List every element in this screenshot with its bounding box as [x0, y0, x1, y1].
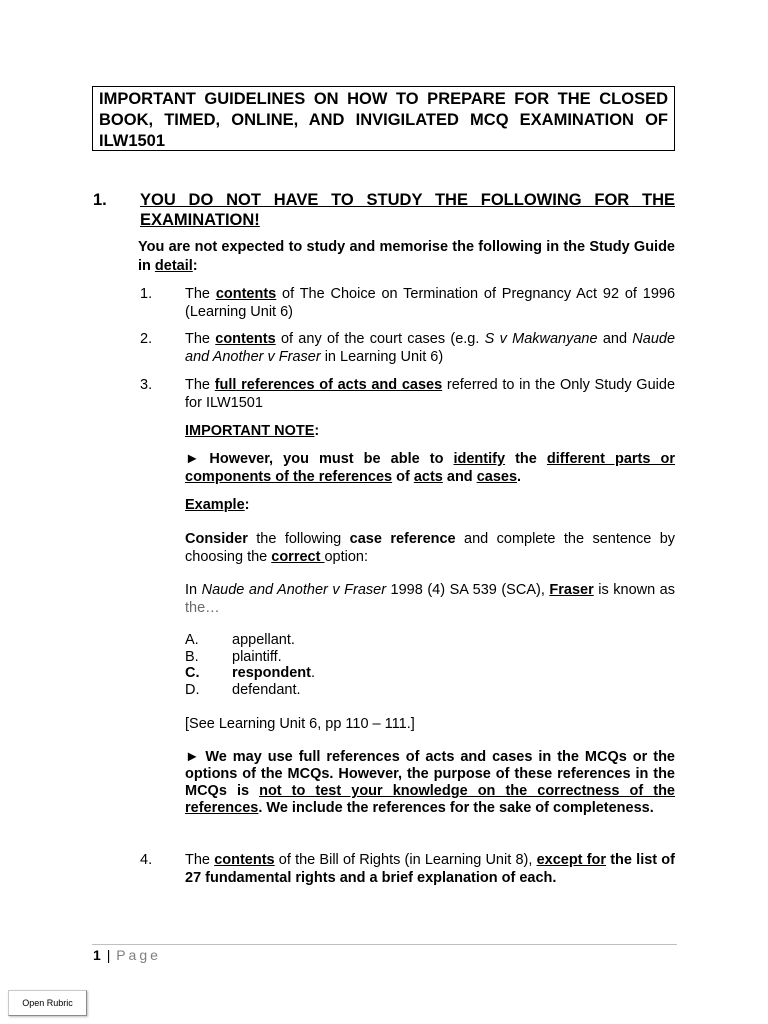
- note-text: of: [392, 469, 414, 485]
- example-label-text: Example: [185, 497, 245, 513]
- document-title: IMPORTANT GUIDELINES ON HOW TO PREPARE FOR THE CLOSED BOOK, TIMED, ONLINE, AND INVIGILATED MCQ EXAMINATION OF ILW1501: [99, 90, 668, 150]
- option-letter: A.: [185, 632, 199, 648]
- mcq-note-text: . We include the references for the sake of completeness.: [258, 800, 654, 816]
- list-item-number: 2.: [140, 331, 153, 347]
- example-colon: :: [244, 497, 250, 513]
- example-text: correct: [271, 549, 325, 565]
- open-rubric-button[interactable]: Open Rubric: [8, 990, 87, 1016]
- example-question: [185, 530, 675, 566]
- example-text: the following: [247, 531, 350, 547]
- option-text: respondent: [232, 665, 311, 681]
- case-name: S v Makwanyane: [484, 331, 598, 347]
- item-text: The: [185, 331, 216, 347]
- option-letter: C.: [185, 665, 200, 681]
- note-label-text: IMPORTANT NOTE: [185, 423, 315, 439]
- item-emphasis: contents: [215, 286, 277, 302]
- example-emphasis: Fraser: [549, 582, 594, 598]
- page-label: Page: [116, 947, 161, 963]
- option-text: appellant.: [232, 632, 295, 648]
- item-emphasis: except for: [536, 852, 607, 868]
- option-letter: D.: [185, 681, 200, 698]
- item-text: of the Bill of Rights (in Learning Unit 8),: [274, 852, 537, 868]
- intro-underlined: detail: [154, 258, 193, 274]
- list-item-number: 3.: [140, 377, 153, 393]
- note-emphasis: acts: [413, 469, 443, 485]
- example-text: In: [185, 582, 202, 598]
- section-intro: [138, 238, 675, 276]
- footer-divider: [92, 944, 677, 945]
- option-text: defendant.: [232, 681, 301, 698]
- item-text: The: [185, 377, 215, 393]
- note-emphasis: different parts or components of the references: [185, 451, 675, 485]
- document-title-box: [92, 86, 675, 151]
- mcq-note-emphasis: not to test your knowledge on the correctness of the references: [185, 783, 675, 816]
- note-emphasis: identify: [453, 451, 506, 467]
- example-text: the…: [185, 600, 220, 616]
- footer-separator: |: [106, 947, 111, 963]
- case-name: Naude and Another v Fraser: [185, 331, 676, 365]
- section-heading-text: YOU DO NOT HAVE TO STUDY THE FOLLOWING FOR THE EXAMINATION!: [140, 191, 675, 229]
- note-text: the: [505, 451, 547, 467]
- option-text: .: [310, 665, 315, 681]
- intro-text: You are not expected to study and memorise the following in the Study Guide in: [138, 239, 675, 274]
- item-emphasis: full references of acts and cases: [214, 377, 443, 393]
- item-text: referred to in the Only Study Guide for ILW1501: [185, 377, 676, 411]
- item-text: and: [597, 331, 633, 347]
- item-text: of The Choice on Termination of Pregnancy Act 92 of 1996 (Learning Unit 6): [185, 286, 676, 320]
- option-text: plaintiff.: [232, 648, 282, 665]
- note-emphasis: cases: [476, 469, 518, 485]
- item-text: The: [185, 286, 216, 302]
- page-number: 1: [93, 947, 101, 963]
- example-reference: [See Learning Unit 6, pp 110 – 111.]: [185, 716, 415, 732]
- example-sentence: [185, 581, 675, 617]
- item-emphasis: contents: [214, 852, 275, 868]
- list-item-2: [138, 330, 675, 366]
- list-item-number: 1.: [140, 286, 153, 302]
- important-note-label: [185, 422, 675, 440]
- note-text: and: [442, 469, 477, 485]
- note-text: ► However, you must be able to: [185, 451, 454, 467]
- list-item-4: [138, 851, 675, 887]
- section-number: 1.: [93, 191, 107, 209]
- note-colon: :: [314, 423, 320, 439]
- list-item-number: 4.: [140, 852, 153, 868]
- important-note-text: [185, 450, 675, 486]
- list-item-3: [138, 376, 675, 412]
- case-name: Naude and Another v Fraser: [201, 582, 387, 598]
- intro-colon: :: [192, 258, 198, 274]
- option-letter: B.: [185, 648, 199, 665]
- note-text: .: [517, 469, 522, 485]
- mcq-note: [185, 749, 675, 817]
- example-text: 1998 (4) SA 539 (SCA),: [386, 582, 550, 598]
- item-text: of any of the court cases (e.g.: [275, 331, 485, 347]
- item-text: The: [185, 852, 215, 868]
- example-text: option:: [324, 549, 369, 565]
- item-text: the list of 27 fundamental rights and a brief explanation of each.: [185, 852, 675, 886]
- item-text: in Learning Unit 6): [320, 349, 444, 365]
- example-text: is known as: [593, 582, 675, 598]
- example-label: [185, 496, 675, 514]
- mcq-note-text: ► We may use full references of acts and cases in the MCQs or the options of the MCQs. However, the purpose of these references in the MCQs is: [185, 749, 675, 799]
- item-emphasis: contents: [215, 331, 276, 347]
- list-item-1: [138, 285, 675, 321]
- page-footer: [93, 947, 161, 963]
- example-text: case reference: [349, 531, 456, 547]
- example-text: and complete the sentence by choosing the: [185, 531, 676, 565]
- example-text: Consider: [185, 531, 248, 547]
